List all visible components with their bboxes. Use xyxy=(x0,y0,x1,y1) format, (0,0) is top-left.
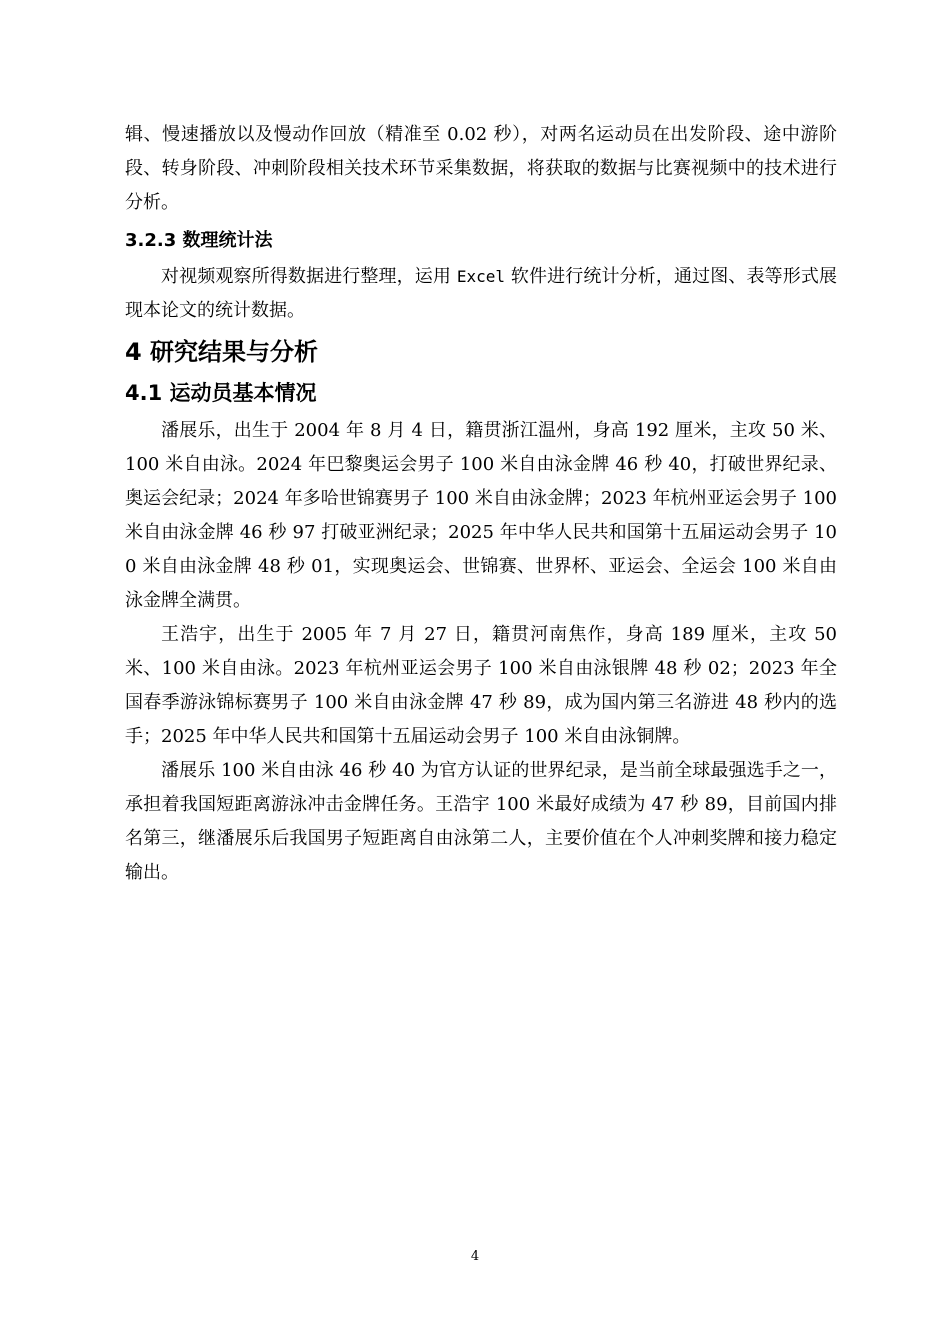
section-3-2-3-paragraph xyxy=(125,260,837,328)
section-heading-3-2-3: 3.2.3 数理统计法 xyxy=(125,230,273,251)
chapter-heading-4: 4 研究结果与分析 xyxy=(125,338,319,366)
summary-paragraph: 潘展乐 100 米自由泳 46 秒 40 为官方认证的世界纪录，是当前全球最强选手之一，承担着我国短距离游泳冲击金牌任务。王浩宇 100 米最好成绩为 47 秒 89，目前国内排名第三，继潘展乐后我国男子短距离自由泳第二人，主要价值在个人冲刺奖牌和接力稳定输出。 xyxy=(125,760,837,883)
section-heading-4-1: 4.1 运动员基本情况 xyxy=(125,381,317,405)
page-number: 4 xyxy=(470,1249,480,1264)
page-content xyxy=(125,118,837,890)
paragraph-text: 对视频观察所得数据进行整理，运用 xyxy=(161,266,457,287)
athlete-paragraph-wang: 王浩宇，出生于 2005 年 7 月 27 日，籍贯河南焦作，身高 189 厘米，主攻 50 米、100 米自由泳。2023 年杭州亚运会男子 100 米自由泳银牌 48 秒 02；2023 年全国春季游泳锦标赛男子 100 米自由泳金牌 47 秒 89，成为国内第三名游进 48 秒内的选手；2025 年中华人民共和国第十五届运动会男子 100 米自由泳铜牌。 xyxy=(125,624,837,747)
continuation-paragraph: 辑、慢速播放以及慢动作回放（精准至 0.02 秒），对两名运动员在出发阶段、途中游阶段、转身阶段、冲刺阶段相关技术环节采集数据，将获取的数据与比赛视频中的技术进行分析。 xyxy=(125,124,837,213)
paragraph-text: 软件进行统计分析，通过图、表等形式展现本论文的统计数据。 xyxy=(125,266,837,321)
software-name: Excel xyxy=(456,267,506,286)
athlete-paragraph-pan: 潘展乐，出生于 2004 年 8 月 4 日，籍贯浙江温州，身高 192 厘米，主攻 50 米、100 米自由泳。2024 年巴黎奥运会男子 100 米自由泳金牌 46 秒 40，打破世界纪录、奥运会纪录；2024 年多哈世锦赛男子 100 米自由泳金牌；2023 年杭州亚运会男子 100 米自由泳金牌 46 秒 97 打破亚洲纪录；2025 年中华人民共和国第十五届运动会男子 100 米自由泳金牌 48 秒 01，实现奥运会、世锦赛、世界杯、亚运会、全运会 100 米自由泳金牌全满贯。 xyxy=(125,420,837,611)
